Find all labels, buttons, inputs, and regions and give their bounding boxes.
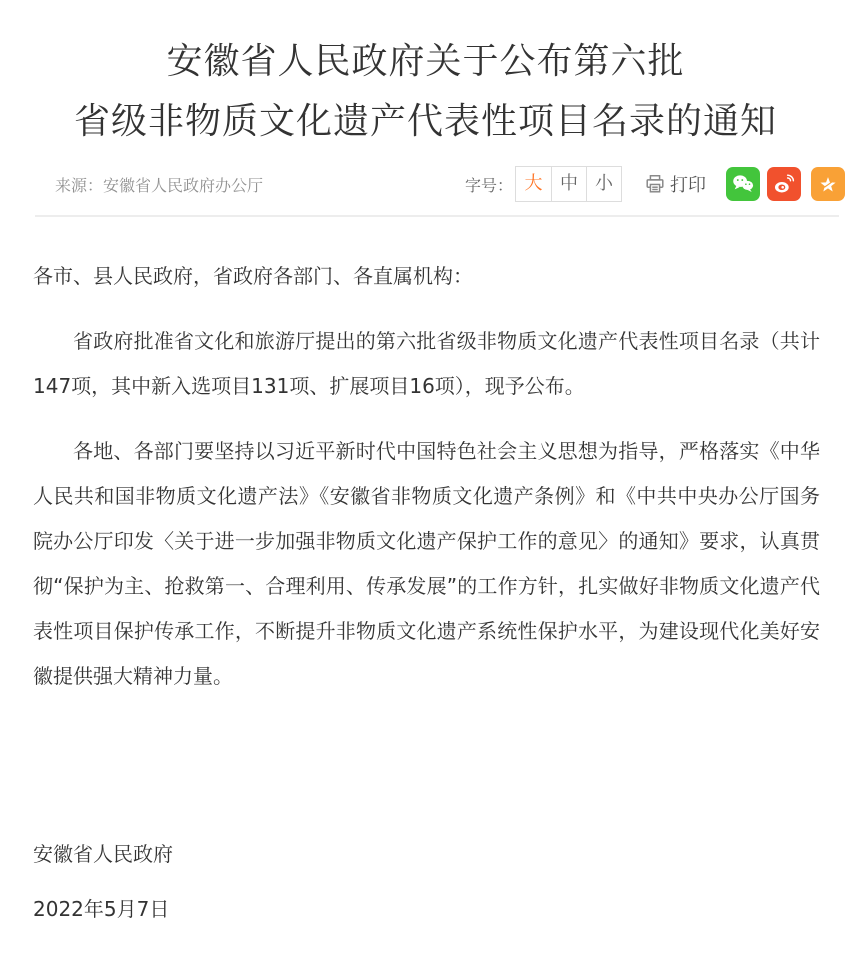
page-title-line-1: 安徽省人民政府关于公布第六批: [166, 41, 685, 82]
paragraph-salutation: 各市、县人民政府，省政府各部门、各直属机构：: [33, 264, 473, 288]
font-size-small-button[interactable]: 小: [586, 167, 621, 201]
weibo-share-icon[interactable]: [767, 167, 801, 201]
page-title-line-2: 省级非物质文化遗产代表性项目名录的通知: [73, 101, 777, 142]
font-size-label: 字号：: [464, 175, 513, 195]
article-body: [0, 217, 851, 932]
wechat-share-icon[interactable]: [726, 167, 760, 201]
signature-block: [33, 832, 820, 932]
signature-issuer: 安徽省人民政府: [33, 842, 173, 866]
font-size-large-button[interactable]: 大: [516, 167, 551, 201]
printer-icon: [644, 173, 666, 195]
font-size-switcher: [515, 166, 622, 202]
paragraph-requirements: 各地、各部门要坚持以习近平新时代中国特色社会主义思想为指导，严格落实《中华人民共和国非物质文化遗产法》《安徽省非物质文化遗产条例》和《中共中央办公厅国务院办公厅印发〈关于进一步加强非物质文化遗产保护工作的意见〉的通知》要求，认真贯彻“保护为主、抢救第一、合理利用、传承发展”的工作方针，扎实做好非物质文化遗产代表性项目保护传承工作，不断提升非物质文化遗产系统性保护水平，为建设现代化美好安徽提供强大精神力量。: [33, 439, 820, 688]
signature-date: 2022年5月7日: [33, 897, 170, 921]
meta-tools: [465, 166, 845, 202]
print-button-label: 打印: [670, 175, 706, 196]
source-label: 来源：安徽省人民政府办公厅: [55, 175, 264, 195]
font-size-medium-button[interactable]: 中: [551, 167, 586, 201]
article-page: [0, 32, 851, 974]
paragraph-announcement: 省政府批准省文化和旅游厅提出的第六批省级非物质文化遗产代表性项目名录（共计147项，其中新入选项目131项、扩展项目16项），现予公布。: [33, 329, 820, 398]
meta-row: [0, 166, 851, 202]
article-header: [0, 32, 851, 217]
page-title: [0, 32, 851, 152]
print-button[interactable]: [644, 171, 706, 197]
favorite-share-icon[interactable]: [811, 167, 845, 201]
